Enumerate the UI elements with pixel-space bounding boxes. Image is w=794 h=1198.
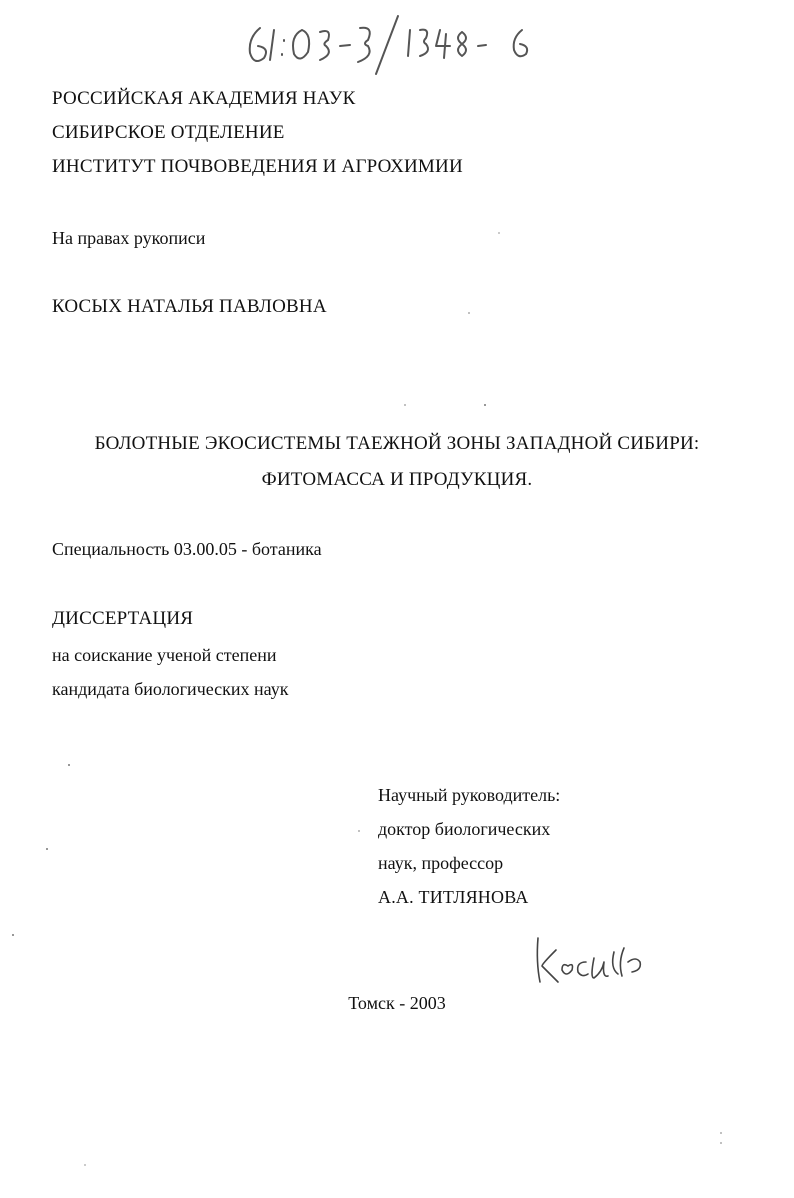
city-year: Томск - 2003: [348, 993, 446, 1013]
author-name: КОСЫХ НАТАЛЬЯ ПАВЛОВНА: [52, 296, 327, 317]
org-line-institute: ИНСТИТУТ ПОЧВОВЕДЕНИЯ И АГРОХИМИИ: [52, 156, 463, 177]
org-line-branch: СИБИРСКОЕ ОТДЕЛЕНИЕ: [52, 122, 285, 143]
scan-speck: [720, 1132, 722, 1134]
dissertation-heading: ДИССЕРТАЦИЯ: [52, 608, 194, 629]
scan-speck: [720, 1142, 722, 1144]
scan-speck: [498, 232, 500, 234]
scan-speck: [358, 830, 360, 832]
scan-speck: [484, 404, 486, 406]
org-line-academy: РОССИЙСКАЯ АКАДЕМИЯ НАУК: [52, 88, 356, 109]
supervisor-label: Научный руководитель:: [378, 785, 561, 805]
specialty: Специальность 03.00.05 - ботаника: [52, 539, 322, 559]
scan-speck: [46, 848, 48, 850]
thesis-title-line-2: ФИТОМАССА И ПРОДУКЦИЯ.: [261, 469, 533, 490]
signature-text: [0, 0, 1, 1]
archive-stamp-text: [0, 0, 1, 1]
scan-speck: [12, 934, 14, 936]
author-signature: [528, 932, 658, 992]
thesis-title-line-1: БОЛОТНЫЕ ЭКОСИСТЕМЫ ТАЕЖНОЙ ЗОНЫ ЗАПАДНОЙ СИБИРИ:: [94, 433, 700, 454]
supervisor-degree-line-2: наук, профессор: [378, 853, 504, 873]
scan-speck: [84, 1164, 86, 1166]
supervisor-name: А.А. ТИТЛЯНОВА: [378, 887, 529, 907]
supervisor-degree-line-1: доктор биологических: [378, 819, 551, 839]
manuscript-rights: На правах рукописи: [52, 228, 206, 248]
scan-speck: [404, 404, 406, 406]
archive-stamp-handwritten: [240, 8, 550, 78]
dissertation-degree-line-1: на соискание ученой степени: [52, 645, 277, 665]
scan-speck: [468, 312, 470, 314]
dissertation-degree-line-2: кандидата биологических наук: [52, 679, 289, 699]
scan-speck: [68, 764, 70, 766]
